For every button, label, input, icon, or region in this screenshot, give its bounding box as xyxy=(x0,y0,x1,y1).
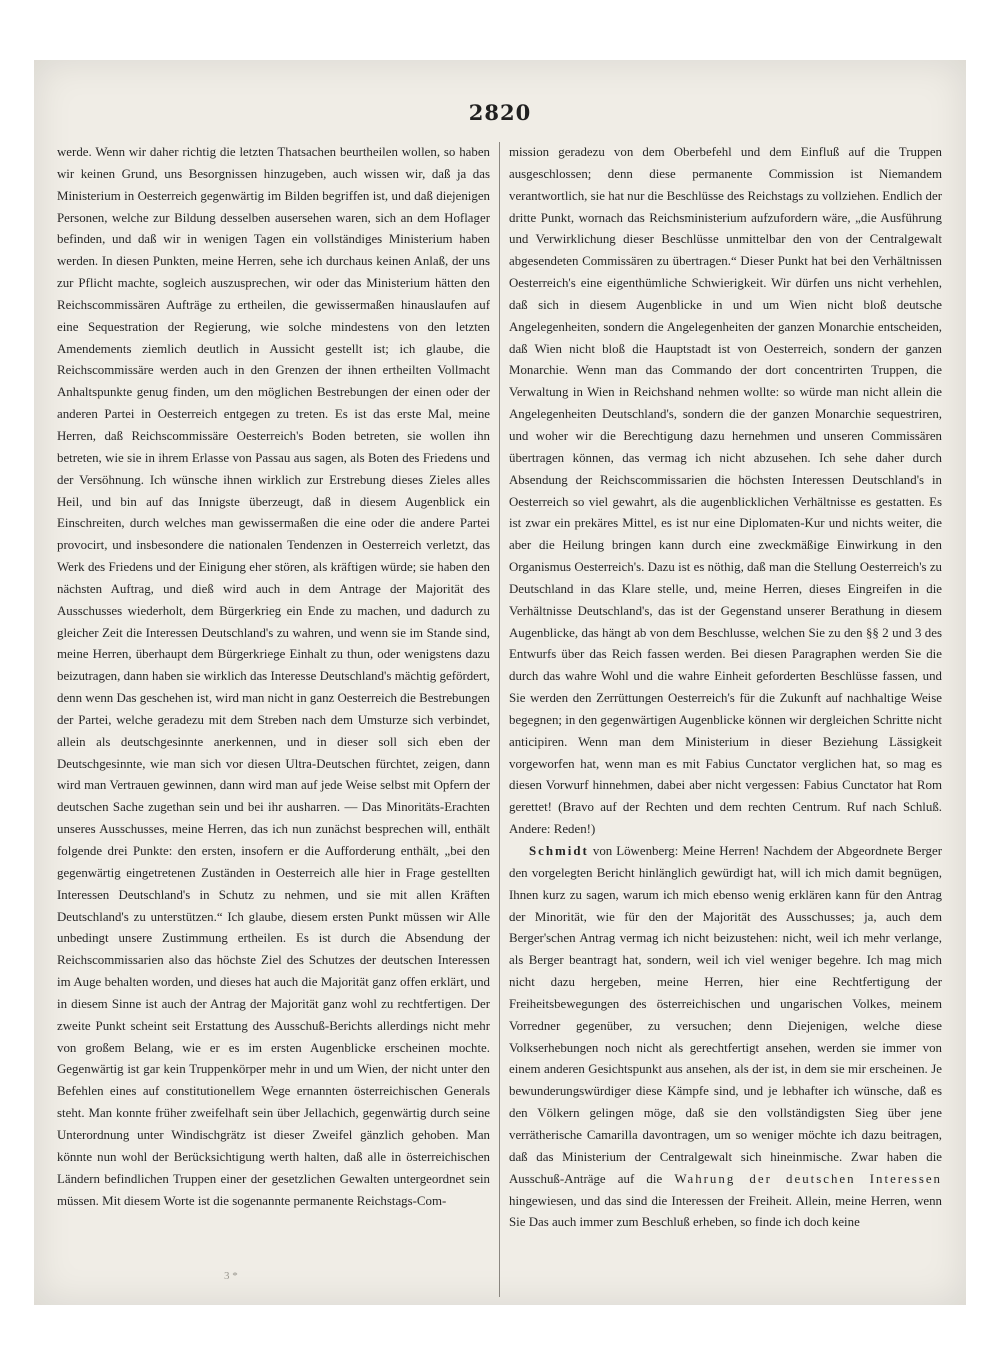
right-paragraph-1: mission geradezu von dem Oberbefehl und dem Einfluß auf die Truppen ausgeschlossen; denn diese permanente Commission ist Niemandem verantwortlich, sie hat nur die Beschlüsse des Reichstags zu vollziehen. Endlich der dritte Punkt, wornach das Reichsministerium aufzufordern wäre, „die Ausführung und Verwirklichung dieser Beschlüsse unmittelbar den von der Centralgewalt abgesendeten Commissären zu übertragen.“ Dieser Punkt hat bei den Verhältnissen Oesterreich's eine eigenthümliche Schwierigkeit. Wir dürfen uns nicht verhehlen, daß sich in diesem Augenblicke in und um Wien nicht bloß deutsche Angelegenheiten, sondern die Angelegenheiten der ganzen Monarchie entscheiden, daß Wien nicht bloß die Hauptstadt ist von Oesterreich, sondern der ganzen Monarchie. Wenn man das Commando der dort concentrirten Truppen, die Verwaltung in Wien in Reichshand nehmen wollte: so würde man nicht allein die Angelegenheiten Deutschland's, sondern die der ganzen Monarchie sequestriren, und woher wir die Berechtigung dazu hernehmen und unseren Commissären übertragen können, das vermag ich nicht abzusehen. Ich sehe daher durch Absendung der Reichscommissarien die höchsten Interessen Deutschland's in Oesterreich so viel gewahrt, als die augenblicklichen Verhältnisse es gestatten. Es ist zwar ein prekäres Mittel, es ist nur eine Diplomaten-Kur und nichts weiter, die aber die Heilung bringen kann durch eine zweckmäßige Einwirkung in den Organismus Oesterreich's. Dazu ist es nöthig, daß man die Stellung Oesterreich's zu Deutschland in das Klare stelle, und, meine Herren, dieses Eingreifen in die Verhältnisse Deutschland's, das ist der Gegenstand unserer Berathung in diesem Augenblicke, das hängt ab von dem Beschlusse, welchen Sie zu den §§ 2 und 3 des Entwurfs über das Reich fassen werden. Bei diesen Paragraphen werden Sie die durch das wahre Wohl und die wahre Einheit geforderten Beschlüsse fassen, und Sie werden den Zerrüttungen Oesterreich's für die Zukunft auf nachhaltige Weise begegnen; in den gegenwärtigen Augenblicke können wir dergleichen Schritte nicht anticipiren. Wenn man dem Ministerium in dieser Beziehung Lässigkeit vorgeworfen hat, wenn man es mit Fabius Cunctator verglichen hat, so mag es diesen Vorwurf hinnehmen, dabei aber nicht vergessen: Fabius Cunctator hat Rom gerettet! (Bravo auf der Rechten und dem rechten Centrum. Ruf nach Schluß. Andere: Reden!) xyxy=(509,145,942,837)
left-column xyxy=(57,142,490,1292)
page-number: 2820 xyxy=(468,100,532,125)
right-column xyxy=(509,142,942,1292)
speaker-name: Schmidt xyxy=(529,844,589,858)
speaker-origin: von Löwenberg: xyxy=(588,844,683,858)
speech-text-a: Meine Herren! Nachdem der Abgeordnete Berger den vorgelegten Bericht hinlänglich gewürdigt hat, will ich mich damit begnügen, Ihnen kurz zu sagen, warum ich mich ebenso wenig erklären kann für den Antrag der Minorität, wie für den der Majorität des Ausschusses; ja, auch dem Berger'schen Antrag vermag ich nicht beizustehen: nicht, weil ich mehr verlange, als Berger beantragt hat, sondern, weil ich viel weniger begehre. Ich mag mich nicht dazu hergeben, meine Herren, hier eine Rechtfertigung der Freiheitsbewegungen des österreichischen und ungarischen Volkes, meinem Vorredner gegenüber, zu versuchen; denn Diejenigen, welche diese Volkserhebungen noch nicht als gerechtfertigt ansehen, werden sie immer von einem anderen Gesichtspunkt aus ansehen, als der ist, in dem sie mir erscheinen. Je bewunderungswürdiger diese Kämpfe sind, und je lebhafter ich wünsche, daß es den Völkern gelingen möge, daß sie den vollständigsten Sieg über jene verrätherische Camarilla davontragen, um so weniger möchte ich dazu beitragen, daß das Ministerium der Centralgewalt sich hineinmische. Zwar haben die Ausschuß-Anträge auf die xyxy=(509,844,942,1186)
emphasized-phrase: Wahrung der deutschen Interessen xyxy=(674,1171,942,1186)
printer-signature: 3 * xyxy=(224,1270,238,1282)
right-paragraph-2 xyxy=(509,841,942,1234)
speech-text-b: hingewiesen, und das sind die Interessen der Freiheit. Allein, meine Herren, wenn Sie Das auch immer zum Beschluß erheben, so finde ich doch keine xyxy=(509,1193,942,1230)
left-paragraph-1: werde. Wenn wir daher richtig die letzten Thatsachen beurtheilen wollen, so haben wir keinen Grund, uns Besorgnissen hinzugeben, auch wissen wir, daß ja das Ministerium in Oesterreich gegenwärtig im Bilden begriffen ist, und daß diejenigen Personen, welche zur Bildung desselben ausersehen waren, sich an dem Hoflager befinden, und daß wir in wenigen Tagen ein vollständiges Ministerium haben werden. In diesen Punkten, meine Herren, sehe ich durchaus keinen Anlaß, der uns zur Pflicht machte, sogleich auszusprechen, wir oder das Ministerium hätten den Reichscommissären Aufträge zu ertheilen, die gewissermaßen hinauslaufen auf eine Sequestration der Regierung, wie solche mindestens von den letzten Amendements ziemlich deutlich in Aussicht gestellt ist; ich glaube, die Reichscommissäre werden auch in den Grenzen der ihnen ertheilten Vollmacht Anhaltspunkte genug finden, um den möglichen Bestrebungen der einen oder der anderen Partei in Oesterreich entgegen zu treten. Es ist das erste Mal, meine Herren, daß Reichscommissäre Oesterreich's Boden betreten, sie wollen ihn betreten, wie sie in ihrem Erlasse von Passau aus sagen, als Boten des Friedens und der Versöhnung. Ich wünsche ihnen wirklich zur Erstrebung dieses Zieles alles Heil, und bin auf das Innigste überzeugt, daß in diesem Augenblick ein Einschreiten, durch welches man gewissermaßen die eine oder die andere Partei provocirt, und insbesondere die nationalen Tendenzen in Oesterreich verletzt, das Werk des Friedens und der Einigung eher stören, als kräftigen würde; sie haben den nächsten Auftrag, und dieß wird auch in dem Antrage der Majorität des Ausschusses wiederholt, dem Bürgerkrieg ein Ende zu machen, und dadurch zu gleicher Zeit die Interessen Deutschland's zu wahren, und wenn sie im Stande sind, meine Herren, überhaupt dem Bürgerkriege Einhalt zu thun, oder wenigstens dazu beizutragen, dann haben sie wirklich das Interesse Deutschland's mächtig gefördert, denn wenn Das geschehen ist, wird man nicht in ganz Oesterreich die Bestrebungen der Partei, welche geradezu mit dem Streben nach dem Umsturze sich verbindet, allein als deutschgesinnte anerkennen, und in dieser soll sich eben der Deutschgesinnte, wie man sich vor diesen Ultra-Deutschen fürchtet, zeigen, dann wird man Vertrauen gewinnen, dann wird man auf jede Weise selbst mit Opfern der deutschen Sache zugethan sein und bei ihr ausharren. — Das Minoritäts-Erachten unseres Ausschusses, meine Herren, das ich nun zunächst besprechen will, enthält folgende drei Punkte: den ersten, insofern er die Aufforderung enthält, „bei den gegenwärtig eingetretenen Zuständen in Oesterreich alle hier in Frage gestellten Interessen Deutschland's in Schutz zu nehmen, und sie mit allen Kräften Deutschland's zu unterstützen.“ Ich glaube, diesem ersten Punkt müssen wir Alle unbedingt unsere Zustimmung ertheilen. Es ist durch die Absendung der Reichscommissarien also das höchste Ziel des Schutzes der deutschen Interessen im Auge behalten worden, und dieses hat auch die Majorität ganz offen erklärt, und in diesem Sinne ist auch der Antrag der Majorität ganz wohl zu rechtfertigen. Der zweite Punkt scheint seit Erstattung des Ausschuß-Berichts allerdings nicht mehr von großem Belang, wie er es im ersten Augenblicke erscheinen mochte. Gegenwärtig ist gar kein Truppenkörper mehr in und um Wien, der nicht unter den Befehlen eines auf constitutionellem Wege ernannten österreichischen Generals steht. Man konnte früher zweifelhaft sein über Jellachich, gegenwärtig durch seine Unterordnung unter Windischgrätz ist dieser Zweifel gänzlich gehoben. Man könnte nun wohl der Berücksichtigung werth halten, daß alle in österreichischen Ländern befindlichen Truppen einer der gesetzlichen Gewalten untergeordnet sein müssen. Mit diesem Worte ist die sogenannte permanente Reichstags-Com- xyxy=(57,145,490,1208)
column-divider xyxy=(499,142,500,1297)
